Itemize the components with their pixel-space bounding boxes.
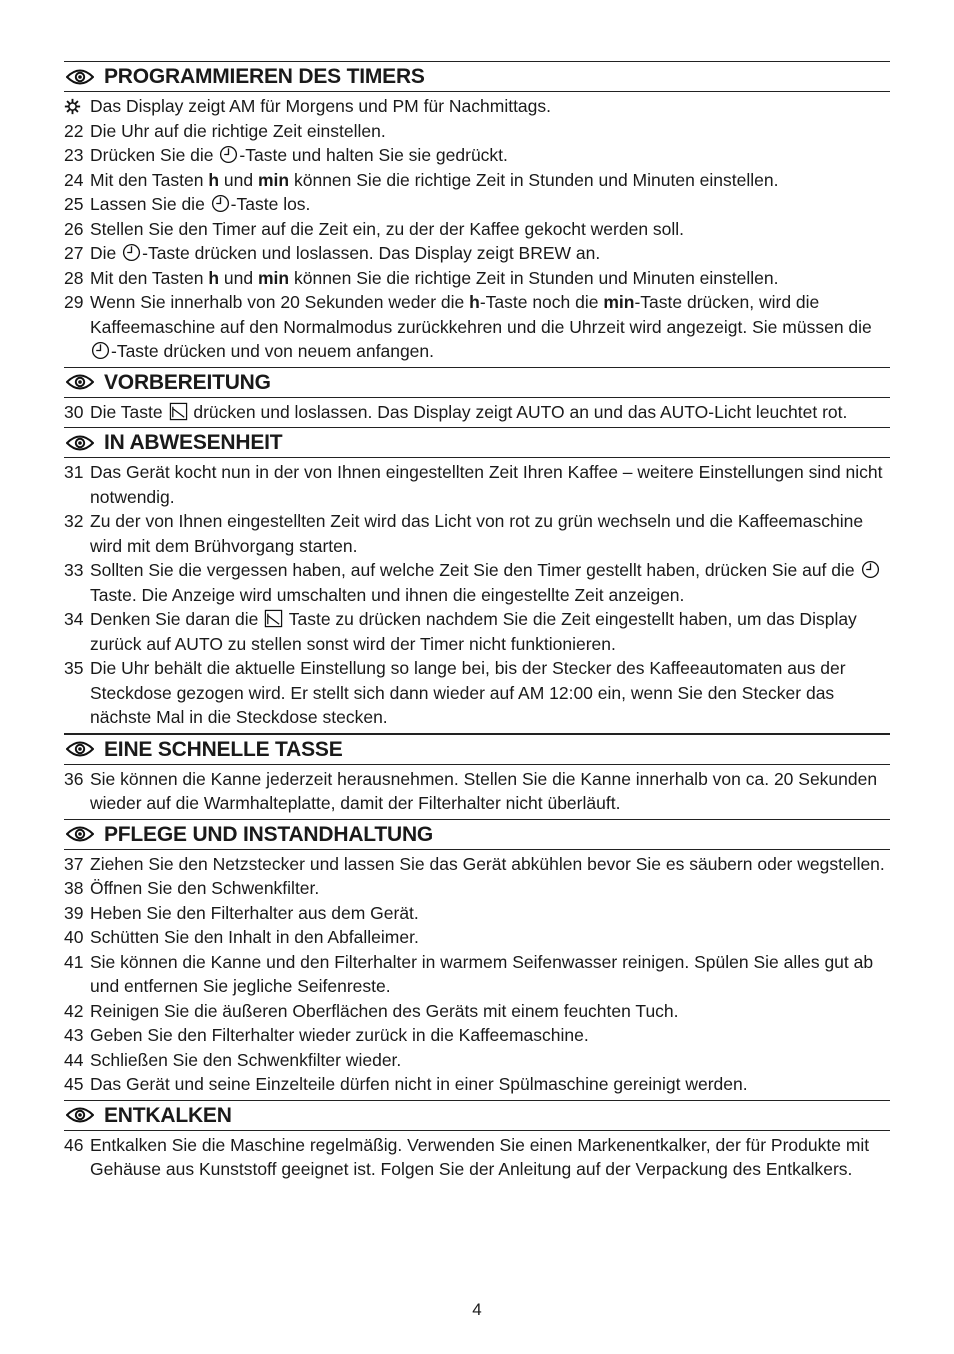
item-text — [90, 241, 890, 266]
item-number: 45 — [64, 1074, 84, 1094]
list-item — [64, 509, 890, 558]
item-text — [90, 119, 890, 144]
item-number: 28 — [64, 267, 84, 288]
item-number: 24 — [64, 169, 84, 190]
section-heading-timer — [64, 61, 890, 92]
hour-key-label: h — [208, 169, 220, 190]
item-text — [90, 558, 890, 607]
list-item — [64, 192, 890, 217]
eye-icon — [66, 826, 94, 842]
section-list — [64, 850, 890, 1100]
item-text-part: können Sie die richtige Zeit in Stunden und Minuten einstellen. — [289, 267, 779, 288]
section-list — [64, 398, 890, 428]
item-text-part: Reinigen Sie die äußeren Oberflächen des Geräts mit einem feuchten Tuch. — [90, 1000, 679, 1021]
list-item — [64, 1072, 890, 1097]
item-text-part: Wenn Sie innerhalb von 20 Sekunden weder die — [90, 292, 470, 312]
item-text — [90, 607, 890, 656]
section-heading-maintenance — [64, 819, 890, 850]
list-item — [64, 290, 890, 364]
item-text — [90, 901, 890, 926]
section-list — [64, 458, 890, 733]
list-item — [64, 999, 890, 1024]
list-item — [64, 217, 890, 242]
item-text-part: Mit den Tasten — [90, 169, 209, 190]
item-text — [90, 656, 890, 730]
list-item — [64, 852, 890, 877]
section-list — [64, 92, 890, 367]
item-number: 25 — [64, 194, 84, 214]
item-text — [90, 266, 890, 291]
list-item — [64, 168, 890, 193]
item-text-part: Lassen Sie die — [90, 194, 210, 214]
section-heading-descaling — [64, 1100, 890, 1131]
item-text — [90, 1072, 890, 1097]
item-text — [90, 217, 890, 242]
item-number: 40 — [64, 927, 84, 947]
section-title: IN ABWESENHEIT — [104, 431, 283, 454]
item-text — [90, 767, 890, 816]
list-item — [64, 1048, 890, 1073]
eye-icon — [66, 741, 94, 757]
item-text-part: Entkalken Sie die Maschine regelmäßig. Verwenden Sie einen Markenentkalker, der für Produkte mit Gehäuse aus Kunststoff geeignet ist. Folgen Sie der Anleitung auf der Verpackung des Entkalkers. — [90, 1134, 870, 1179]
section-list — [64, 1131, 890, 1185]
item-number: 36 — [64, 768, 84, 789]
item-text — [90, 876, 890, 901]
eye-icon — [66, 69, 94, 85]
item-text — [90, 950, 890, 999]
list-item — [64, 119, 890, 144]
hour-key-label: h — [208, 267, 220, 288]
item-text-part: -Taste drücken und von neuem anfangen. — [111, 341, 434, 361]
item-text — [90, 1048, 890, 1073]
list-item — [64, 901, 890, 926]
list-item — [64, 143, 890, 168]
clock-icon — [219, 145, 238, 164]
item-text-part: Die Uhr auf die richtige Zeit einstellen. — [90, 120, 386, 141]
item-text-part: Taste zu drücken nachdem Sie die Zeit eingestellt haben, um das Display zurück auf AUTO zu stellen sonst wird der Timer nicht funktionieren. — [90, 609, 857, 654]
list-item — [64, 241, 890, 266]
item-text-part: -Taste drücken, wird die Kaffeemaschine auf den Normalmodus zurückkehren und die Uhrzeit wird angezeigt. Sie müssen die — [90, 292, 872, 337]
section-heading-absence — [64, 427, 890, 458]
item-text-part: Heben Sie den Filterhalter aus dem Gerät. — [90, 902, 419, 923]
list-item — [64, 950, 890, 999]
item-number: 31 — [64, 462, 84, 482]
item-text-part: Sie können die Kanne und den Filterhalter in warmem Seifenwasser reinigen. Spülen Sie alles gut ab und entfernen Sie jegliche Seifenreste. — [90, 951, 874, 996]
item-text-part: Das Gerät und seine Einzelteile dürfen nicht in einer Spülmaschine gereinigt werden. — [90, 1074, 748, 1094]
item-text-part: Zu der von Ihnen eingestellten Zeit wird das Licht von rot zu grün wechseln und die Kaffeemaschine wird mit dem Brühvorgang starten. — [90, 511, 864, 556]
item-text — [90, 143, 890, 168]
item-number: 32 — [64, 511, 84, 531]
section-list — [64, 765, 890, 819]
item-text-part: können Sie die richtige Zeit in Stunden und Minuten einstellen. — [289, 169, 779, 190]
item-text-part: Schütten Sie den Inhalt in den Abfalleimer. — [90, 927, 419, 947]
eye-icon — [66, 1107, 94, 1123]
item-number: 34 — [64, 609, 84, 629]
list-item — [64, 266, 890, 291]
item-text-part: Die Uhr behält die aktuelle Einstellung so lange bei, bis der Stecker des Kaffeeautomaten aus der Steckdose gezogen wird. Er stellt sich dann wieder auf AM 12:00 ein, wenn Sie den Stecker das nächste Mal in die Steckdose stecken. — [90, 658, 846, 727]
item-number: 39 — [64, 902, 84, 923]
item-number: 46 — [64, 1134, 84, 1155]
item-number: 29 — [64, 292, 84, 312]
list-item — [64, 1023, 890, 1048]
item-text — [90, 290, 890, 364]
item-text — [90, 460, 890, 509]
item-text — [90, 1023, 890, 1048]
list-item — [64, 94, 890, 119]
list-item — [64, 558, 890, 607]
item-text — [90, 168, 890, 193]
section-title: EINE SCHNELLE TASSE — [104, 737, 343, 761]
item-text-part: Taste. Die Anzeige wird umschalten und ihnen die eingestellte Zeit anzeigen. — [90, 584, 685, 605]
section-title: ENTKALKEN — [104, 1103, 232, 1127]
item-text — [90, 852, 890, 877]
item-number: 35 — [64, 658, 84, 678]
item-text-part: Sie können die Kanne jederzeit herausnehmen. Stellen Sie die Kanne innerhalb von ca. 20 Sekunden wieder auf die Warmhalteplatte, damit der Filterhalter nicht überläuft. — [90, 768, 878, 813]
item-text-part: Drücken Sie die — [90, 145, 219, 165]
item-text-part: -Taste noch die — [479, 292, 604, 312]
list-item — [64, 767, 890, 816]
item-number: 30 — [64, 401, 84, 422]
list-item — [64, 1133, 890, 1182]
item-text — [90, 999, 890, 1024]
item-number: 44 — [64, 1049, 84, 1070]
list-item — [64, 925, 890, 950]
section-heading-preparation — [64, 367, 890, 398]
eye-icon — [66, 374, 94, 390]
item-text-part: -Taste und halten Sie sie gedrückt. — [239, 145, 508, 165]
item-text-part: Das Gerät kocht nun in der von Ihnen eingestellten Zeit Ihren Kaffee – weitere Einstellungen sind nicht notwendig. — [90, 462, 883, 507]
item-number: 42 — [64, 1000, 84, 1021]
clock-icon — [91, 341, 110, 360]
clock-icon — [211, 194, 230, 213]
section-heading-quick-cup — [64, 733, 890, 765]
item-number: 37 — [64, 853, 84, 874]
section-title: PFLEGE UND INSTANDHALTUNG — [104, 822, 434, 846]
item-number: 41 — [64, 951, 84, 972]
item-text-part: Geben Sie den Filterhalter wieder zurück in die Kaffeemaschine. — [90, 1025, 589, 1045]
item-text-part: -Taste los. — [230, 194, 311, 214]
item-number: 26 — [64, 218, 84, 239]
item-number: 38 — [64, 878, 84, 898]
item-number: 33 — [64, 560, 84, 580]
item-text-part: und — [219, 169, 258, 190]
clock-icon — [122, 243, 141, 262]
page-number: 4 — [472, 1300, 482, 1319]
item-text-part: Mit den Tasten — [90, 267, 209, 288]
section-title: VORBEREITUNG — [104, 370, 271, 394]
item-text-part: Sollten Sie die vergessen haben, auf welche Zeit Sie den Timer gestellt haben, drücken Sie auf die — [90, 560, 860, 580]
auto-button-icon — [264, 609, 283, 628]
item-text-part: und — [219, 267, 258, 288]
list-item — [64, 460, 890, 509]
list-item — [64, 876, 890, 901]
item-number: 43 — [64, 1025, 84, 1045]
list-item — [64, 400, 890, 425]
item-text — [90, 94, 890, 119]
item-text — [90, 1133, 890, 1182]
item-text — [90, 192, 890, 217]
item-text-part: Schließen Sie den Schwenkfilter wieder. — [90, 1049, 402, 1070]
item-text-part: Stellen Sie den Timer auf die Zeit ein, zu der der Kaffee gekocht werden soll. — [90, 218, 685, 239]
item-text — [90, 925, 890, 950]
num-cell — [64, 94, 90, 119]
item-number: 27 — [64, 243, 84, 263]
item-number: 23 — [64, 145, 84, 165]
item-number: 22 — [64, 120, 84, 141]
list-item — [64, 607, 890, 656]
item-text-part: drücken und loslassen. Das Display zeigt AUTO an und das AUTO-Licht leuchtet rot. — [188, 401, 848, 422]
item-text-part: Das Display zeigt AM für Morgens und PM für Nachmittags. — [90, 96, 552, 116]
eye-icon — [66, 435, 94, 451]
clock-icon — [861, 560, 880, 579]
item-text — [90, 400, 890, 425]
auto-button-icon — [169, 402, 188, 421]
item-text-part: Die Taste — [90, 401, 168, 422]
document-page — [64, 61, 890, 1185]
item-text-part: Ziehen Sie den Netzstecker und lassen Sie das Gerät abkühlen bevor Sie es säubern oder wegstellen. — [90, 853, 885, 874]
item-text — [90, 509, 890, 558]
hour-key-label: h — [469, 292, 480, 312]
list-item — [64, 656, 890, 730]
sun-icon — [64, 98, 81, 115]
item-text-part: Öffnen Sie den Schwenkfilter. — [90, 878, 320, 898]
minute-key-label: min — [258, 169, 290, 190]
item-text-part: -Taste drücken und loslassen. Das Display zeigt BREW an. — [142, 243, 601, 263]
section-title: PROGRAMMIEREN DES TIMERS — [104, 65, 425, 88]
item-text-part: Denken Sie daran die — [90, 609, 264, 629]
item-text-part: Die — [90, 243, 122, 263]
minute-key-label: min — [258, 267, 290, 288]
minute-key-label: min — [603, 292, 635, 312]
